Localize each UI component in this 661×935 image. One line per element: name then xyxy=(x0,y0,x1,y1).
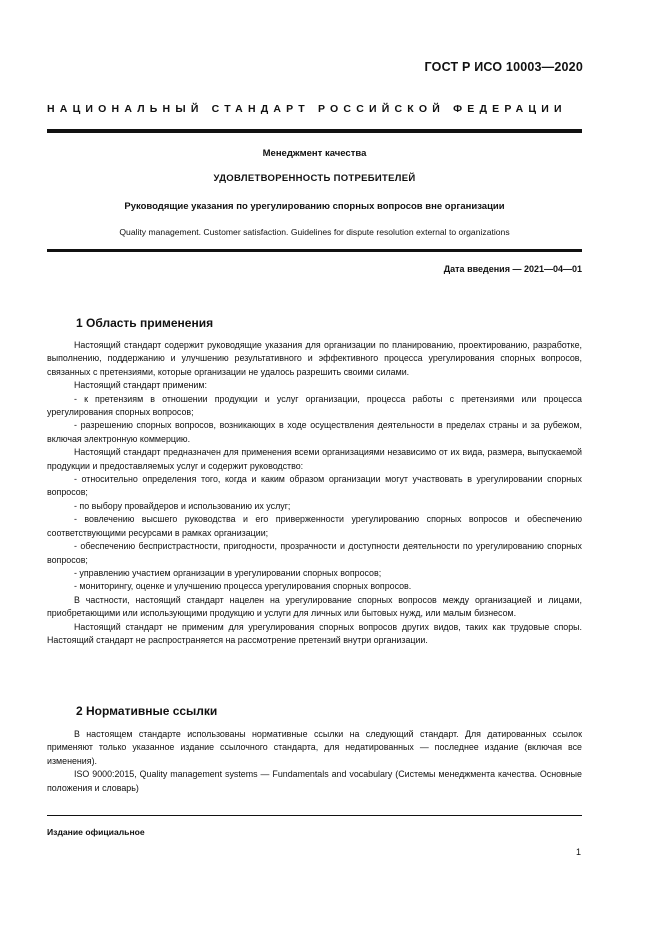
list-item: - относительно определения того, когда и каким образом организации могут участвовать в урегулировании спорных вопросов; xyxy=(47,474,582,498)
list-item: - управлению участием организации в урегулировании спорных вопросов; xyxy=(74,567,382,578)
list-item: - обеспечению беспристрастности, пригодности, прозрачности и доступности деятельности по урегулированию спорных вопросов; xyxy=(47,541,582,565)
paragraph: Настоящий стандарт содержит руководящие указания для организации по планированию, проектированию, разработке, выполнению, поддержанию и улучшению результативного и эффективного процесса урегулирования спорных вопросов, связанных с претензиями, которые организации не удалось разрешить своими силами. xyxy=(47,340,582,377)
paragraph: Настоящий стандарт применим: xyxy=(74,380,207,391)
list-item: - разрешению спорных вопросов, возникающих в ходе осуществления деятельности в пределах страны и за рубежом, включая электронную коммерцию. xyxy=(47,420,582,444)
official-edition-label: Издание официальное xyxy=(47,827,145,837)
footer-rule xyxy=(47,815,582,816)
paragraph: Настоящий стандарт предназначен для применения всеми организациями независимо от их вида, размера, выпускаемой продукции и предоставляемых услуг и содержит руководство: xyxy=(47,447,582,471)
title-rule xyxy=(47,249,582,252)
document-title: УДОВЛЕТВОРЕННОСТЬ ПОТРЕБИТЕЛЕЙ xyxy=(213,173,416,184)
paragraph: ISO 9000:2015, Quality management systems — Fundamentals and vocabulary (Системы менеджмента качества. Основные положения и словарь) xyxy=(47,769,582,793)
list-item: - по выбору провайдеров и использованию их услуг; xyxy=(74,500,291,511)
header-rule xyxy=(47,129,582,133)
introduction-date: Дата введения — 2021—04—01 xyxy=(443,264,582,274)
list-item: - мониторингу, оценке и улучшению процесса урегулирования спорных вопросов. xyxy=(74,581,412,592)
section-body xyxy=(47,339,582,647)
page-number: 1 xyxy=(575,847,581,857)
national-standard-banner: НАЦИОНАЛЬНЫЙ СТАНДАРТ РОССИЙСКОЙ ФЕДЕРАЦИИ xyxy=(47,103,567,115)
paragraph: Настоящий стандарт не применим для урегулирования спорных вопросов других видов, таких как трудовые споры. Настоящий стандарт не распространяется на рассмотрение претензий внутри организации. xyxy=(47,621,582,645)
paragraph: В настоящем стандарте использованы нормативные ссылки на следующий стандарт. Для датированных ссылок применяют только указанное издание ссылочного стандарта, для недатированных — последнее издание (включая все изменения). xyxy=(47,729,582,766)
list-item: - вовлечению высшего руководства и его приверженности урегулированию спорных вопросов и обеспечению соответствующими ресурсами в рамках организации; xyxy=(47,514,582,538)
list-item: - к претензиям в отношении продукции и услуг организации, процесса работы с претензиями или процесса урегулирования спорных вопросов; xyxy=(47,393,582,418)
paragraph: В частности, настоящий стандарт нацелен на урегулирование спорных вопросов между организацией и лицами, приобретающими или использующими продукцию и услуги для личных или бытовых нужд, или малым бизнесом. xyxy=(47,594,582,619)
document-code: ГОСТ Р ИСО 10003—2020 xyxy=(424,60,583,74)
document-subtitle: Руководящие указания по урегулированию спорных вопросов вне организации xyxy=(124,201,505,212)
section-heading: 1 Область применения xyxy=(76,316,214,330)
section-body xyxy=(47,728,582,795)
section-heading: 2 Нормативные ссылки xyxy=(76,704,218,718)
document-subject: Менеджмент качества xyxy=(262,148,367,159)
english-title: Quality management. Customer satisfaction. Guidelines for dispute resolution external to organizations xyxy=(119,227,510,237)
